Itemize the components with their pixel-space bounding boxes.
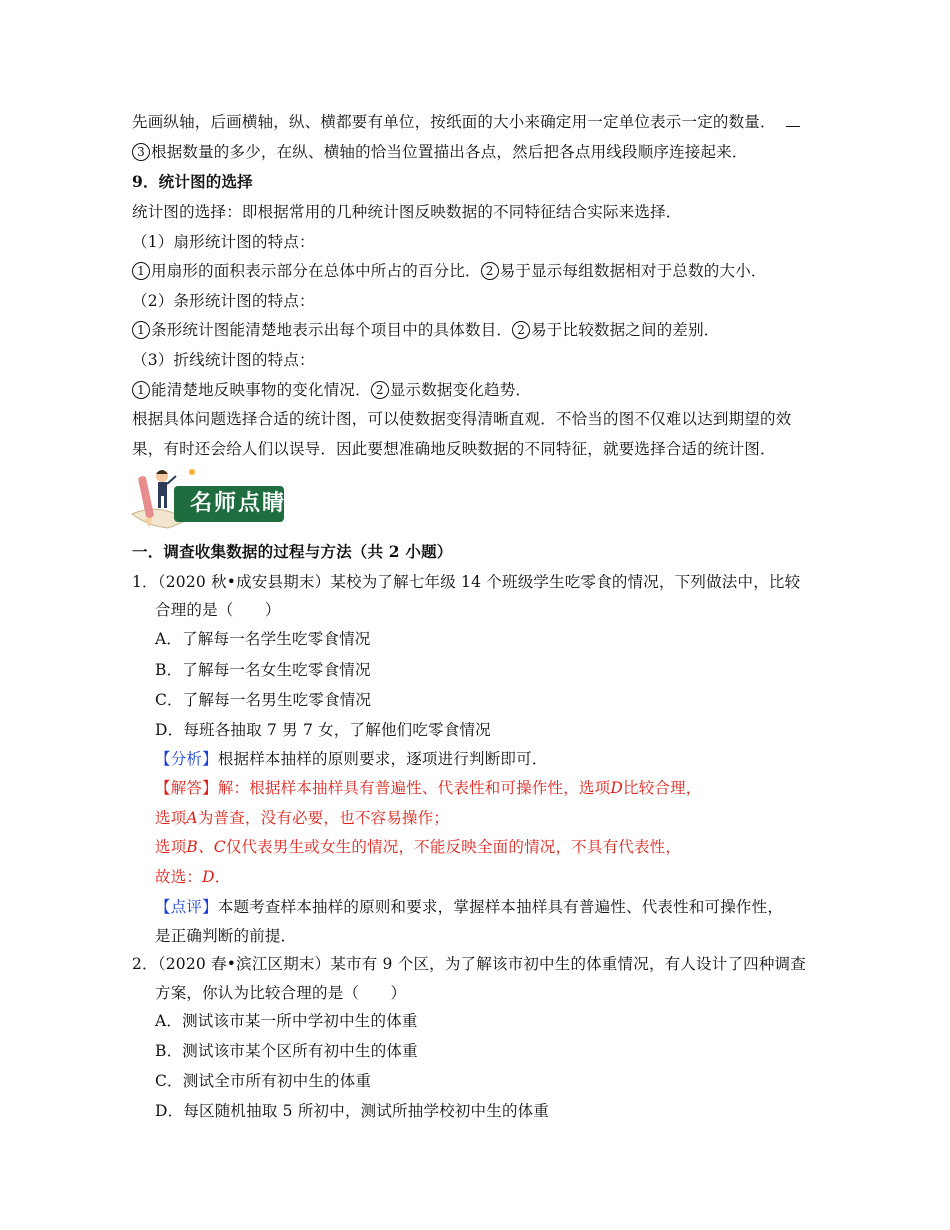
option-d: D．每区随机抽取 5 所初中，测试所抽学校初中生的体重 (155, 1102, 550, 1120)
option-c: C．了解每一名男生吃零食情况 (155, 691, 372, 709)
comment-text: 本题考查样本抽样的原则和要求，掌握样本抽样具有普遍性、代表性和可操作性， (217, 898, 784, 916)
question-stem: （2020 春•滨江区期末）某市有 9 个区，为了解该市初中生的体重情况，有人设计了四种调查 (157, 955, 806, 973)
text-line (132, 111, 800, 133)
answer-text: 选项 (155, 838, 187, 856)
answer-text: 仅代表男生或女生的情况，不能反映全面的情况，不具有代表性， (225, 838, 682, 856)
answer-option: D (610, 779, 623, 797)
paragraph-text: 根据数量的多少，在纵、横轴的恰当位置描出各点，然后把各点用线段顺序连接起来． (151, 143, 748, 161)
banner-title: 名师点睛 (190, 491, 287, 516)
circled-number: 2 (512, 321, 530, 339)
answer-option: A (186, 809, 198, 827)
circled-number: 2 (371, 381, 389, 399)
answer-option: D (202, 868, 215, 886)
answer-line (155, 866, 230, 888)
paragraph-text: 根据具体问题选择合适的统计图，可以使数据变得清晰直观．不恰当的图不仅难以达到期望的效 (132, 410, 792, 428)
circled-number: 2 (481, 262, 499, 280)
answer-line (155, 836, 681, 858)
analysis-tag: 【分析】 (155, 750, 218, 768)
answer-text: 解：根据样本抽样具有普遍性、代表性和可操作性，选项 (217, 779, 611, 797)
point-text: 显示数据变化趋势． (389, 381, 532, 399)
question-stem: （2020 秋•成安县期末）某校为了解七年级 14 个班级学生吃零食的情况，下列做法中，比较 (157, 573, 801, 591)
paragraph-text: 统计图的选择：即根据常用的几种统计图反映数据的不同特征结合实际来选择． (132, 203, 682, 221)
blank-underline (786, 112, 800, 127)
point-text: 用扇形的面积表示部分在总体中所占的百分比． (151, 262, 481, 280)
subheading: （2）条形统计图的特点： (132, 292, 315, 310)
answer-text: 故选： (155, 868, 203, 886)
text-line (132, 319, 720, 341)
section-heading: 9．统计图的选择 (132, 172, 253, 191)
subheading: （3）折线统计图的特点： (132, 351, 315, 369)
answer-line (155, 807, 449, 829)
answer-text: 选项 (155, 809, 187, 827)
analysis-text: 根据样本抽样的原则要求，逐项进行判断即可． (217, 750, 548, 768)
circled-number: 1 (132, 262, 150, 280)
question-1 (132, 571, 800, 593)
option-a: A．了解每一名学生吃零食情况 (155, 630, 371, 648)
answer-text: 为普查，没有必要，也不容易操作； (197, 809, 450, 827)
option-a: A．测试该市某一所中学初中生的体重 (155, 1012, 418, 1030)
question-2 (132, 953, 806, 975)
point-text: 条形统计图能清楚地表示出每个项目中的具体数目． (151, 321, 513, 339)
option-b: B．了解每一名女生吃零食情况 (155, 661, 371, 679)
point-text: 能清楚地反映事物的变化情况． (151, 381, 371, 399)
comment (155, 896, 783, 918)
point-text: 易于比较数据之间的差别． (531, 321, 720, 339)
question-stem: 方案，你认为比较合理的是（ ） (155, 984, 407, 1002)
paragraph-text: 先画纵轴，后画横轴，纵、横都要有单位，按纸面的大小来确定用一定单位表示一定的数量． (132, 113, 776, 131)
circled-number: 3 (132, 143, 150, 161)
circled-number: 1 (132, 381, 150, 399)
paragraph-text: 果，有时还会给人们以误导．因此要想准确地反映数据的不同特征，就要选择合适的统计图． (132, 440, 776, 458)
comment-text: 是正确判断的前提． (155, 927, 297, 945)
subheading: （1）扇形统计图的特点： (132, 233, 315, 251)
answer-text: 比较合理， (622, 779, 702, 797)
question-number: 2． (132, 955, 158, 973)
text-line (132, 260, 767, 282)
text-line (132, 141, 748, 163)
teacher-tips-banner (128, 462, 288, 532)
answer-tag: 【解答】 (155, 779, 218, 797)
answer-option: B、C (186, 838, 226, 856)
answer-line (155, 777, 701, 799)
option-c: C．测试全市所有初中生的体重 (155, 1072, 372, 1090)
option-b: B．测试该市某个区所有初中生的体重 (155, 1042, 418, 1060)
circled-number: 1 (132, 321, 150, 339)
point-text: 易于显示每组数据相对于总数的大小． (499, 262, 767, 280)
text-line (132, 379, 531, 401)
answer-text: ． (214, 868, 231, 886)
question-number: 1． (132, 573, 158, 591)
comment-tag: 【点评】 (155, 898, 218, 916)
option-d: D．每班各抽取 7 男 7 女，了解他们吃零食情况 (155, 721, 491, 739)
question-stem: 合理的是（ ） (155, 601, 281, 619)
analysis (155, 748, 548, 770)
part-heading: 一．调查收集数据的过程与方法（共 2 小题） (132, 542, 453, 561)
